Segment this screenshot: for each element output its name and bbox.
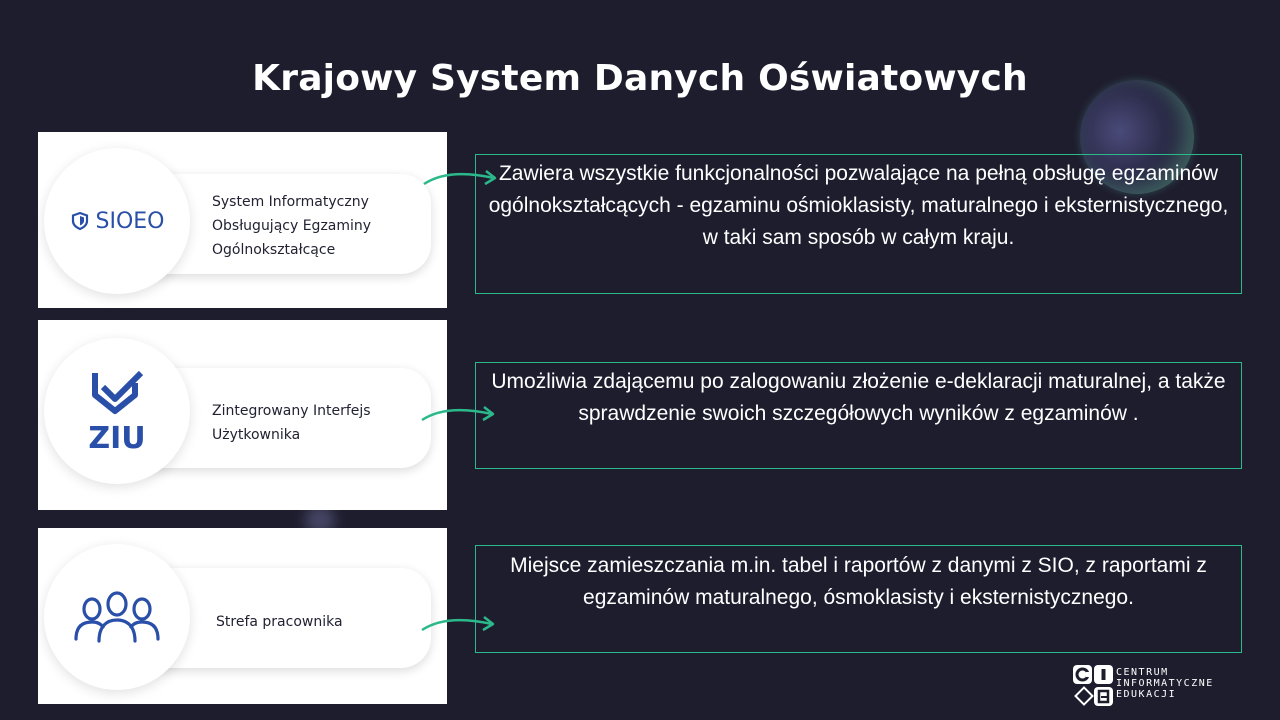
ziu-logo bbox=[88, 367, 145, 456]
strefa-card bbox=[38, 528, 447, 704]
ziu-description: Umożliwia zdającemu po zalogowaniu złożenie e-deklaracji maturalnej, a także sprawdzenie swoich szczegółowych wyników z egzaminów . bbox=[475, 362, 1242, 469]
shield-check-icon bbox=[89, 367, 145, 419]
sioeo-card bbox=[38, 132, 447, 308]
sioeo-logo-text: SIOEO bbox=[95, 208, 165, 234]
users-icon bbox=[70, 591, 164, 643]
ziu-logo-text: ZIU bbox=[88, 420, 146, 456]
ziu-card bbox=[38, 320, 447, 510]
strefa-description: Miejsce zamieszczania m.in. tabel i raportów z danymi z SIO, z raportami z egzaminów maturalnego, ósmoklasisty i eksternistycznego. bbox=[475, 545, 1242, 653]
logo-line-2: INFORMATYCZNE bbox=[1116, 678, 1214, 689]
strefa-label: Strefa pracownika bbox=[216, 614, 343, 630]
sioeo-logo-circle bbox=[44, 148, 190, 294]
cie-logo-icon bbox=[1072, 664, 1114, 708]
sioeo-description: Zawiera wszystkie funkcjonalności pozwalające na pełną obsługę egzaminów ogólnokształcących - egzaminu ośmioklasisty, maturalnego i eksternistycznego, w taki sam sposób w całym kraju. bbox=[475, 154, 1242, 294]
sioeo-logo bbox=[70, 209, 165, 234]
cie-logo-text bbox=[1116, 667, 1214, 700]
shield-icon bbox=[70, 211, 90, 231]
logo-line-3: EDUKACJI bbox=[1116, 689, 1177, 700]
ziu-label: Zintegrowany Interfejs Użytkownika bbox=[212, 403, 371, 443]
strefa-logo-circle bbox=[44, 544, 190, 690]
ziu-logo-circle bbox=[44, 338, 190, 484]
sioeo-label: System Informatyczny Obsługujący Egzaminy Ogólnokształcące bbox=[212, 194, 372, 258]
page-title: Krajowy System Danych Oświatowych bbox=[252, 58, 1028, 99]
logo-line-1: CENTRUM bbox=[1116, 667, 1169, 678]
